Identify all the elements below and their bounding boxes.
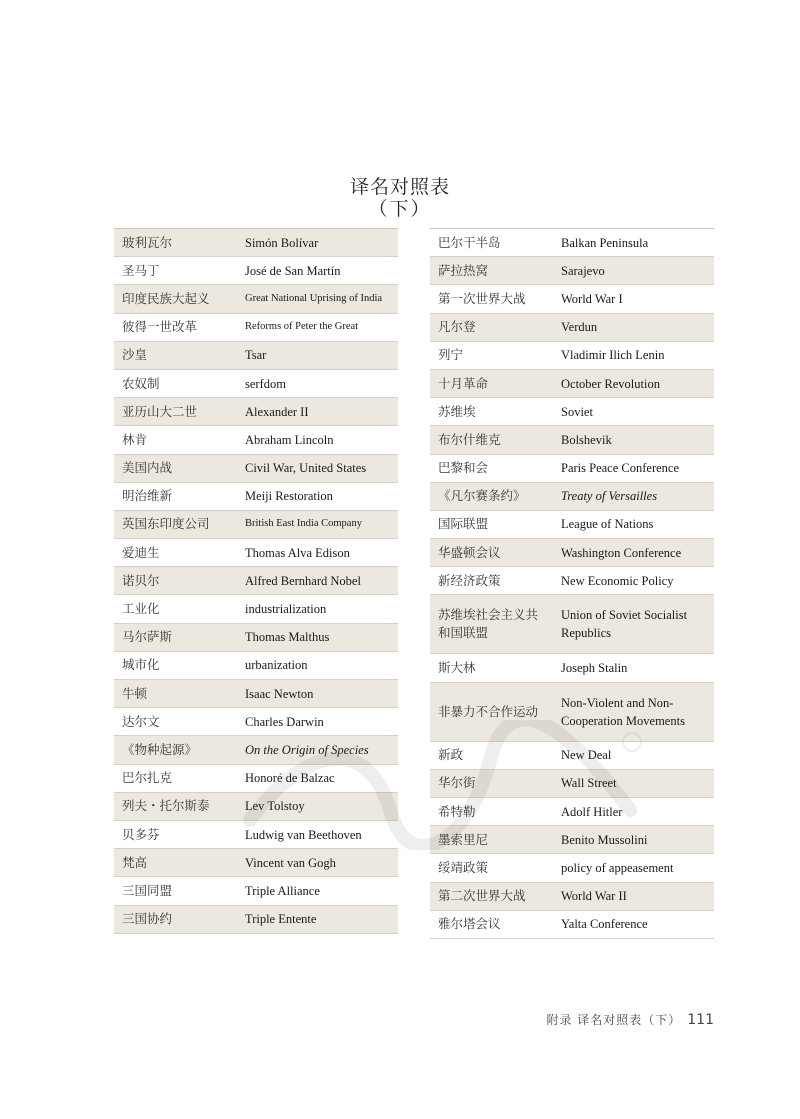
chinese-term: 英国东印度公司 <box>122 516 210 532</box>
chinese-term: 诺贝尔 <box>122 572 160 588</box>
table-row <box>430 511 714 539</box>
english-term: Vincent van Gogh <box>245 855 336 870</box>
table-row <box>114 314 398 342</box>
english-term: Thomas Alva Edison <box>245 545 350 560</box>
chinese-term: 达尔文 <box>122 713 160 729</box>
chinese-term: 列夫・托尔斯泰 <box>122 798 210 814</box>
table-row <box>430 398 714 426</box>
english-term: Alfred Bernhard Nobel <box>245 573 361 588</box>
chinese-term: 斯大林 <box>438 660 476 676</box>
table-row <box>430 370 714 398</box>
english-term: League of Nations <box>561 517 654 532</box>
chinese-term: 爱迪生 <box>122 544 160 560</box>
english-term: José de San Martín <box>245 263 341 278</box>
table-row <box>114 398 398 426</box>
chinese-term: 巴尔扎克 <box>122 770 173 786</box>
chinese-term: 雅尔塔会议 <box>438 916 501 932</box>
english-term: New Deal <box>561 748 612 763</box>
table-row <box>430 883 714 911</box>
chinese-term: 玻利瓦尔 <box>122 234 173 250</box>
english-term: Triple Entente <box>245 912 317 927</box>
table-row <box>430 483 714 511</box>
english-term: Soviet <box>561 404 593 419</box>
chinese-term: 十月革命 <box>438 375 489 391</box>
english-term: Balkan Peninsula <box>561 235 649 250</box>
page-title: 译名对照表 <box>349 176 450 198</box>
english-term: Alexander II <box>245 404 309 419</box>
footer-label: 附录 译名对照表（下） <box>546 1013 682 1027</box>
chinese-term: 绥靖政策 <box>438 859 489 875</box>
chinese-term: 萨拉热窝 <box>438 262 489 278</box>
english-term: Simón Bolívar <box>245 235 319 250</box>
english-term: Reforms of Peter the Great <box>245 321 359 333</box>
english-term: British East India Company <box>245 518 362 530</box>
english-term: World War I <box>561 291 623 306</box>
chinese-term: 凡尔登 <box>438 319 476 335</box>
english-term: Tsar <box>245 348 267 363</box>
english-term: Charles Darwin <box>245 714 324 729</box>
english-term: industrialization <box>245 602 327 617</box>
table-row <box>114 483 398 511</box>
table-row <box>114 426 398 454</box>
chinese-term: 列宁 <box>438 347 464 363</box>
chinese-term: 牛顿 <box>122 685 148 701</box>
chinese-term: 《凡尔赛条约》 <box>438 488 526 504</box>
english-term: Isaac Newton <box>245 686 314 701</box>
chinese-term: 墨索里尼 <box>438 831 489 847</box>
english-term: Treaty of Versailles <box>561 489 658 504</box>
english-term: Abraham Lincoln <box>245 432 334 447</box>
table-row <box>114 285 398 313</box>
chinese-term: 苏维埃 <box>438 403 476 419</box>
english-term: Lev Tolstoy <box>245 799 305 814</box>
table-row <box>114 680 398 708</box>
english-term: Non-Violent and Non-Cooperation Movements <box>561 695 685 728</box>
english-term: Paris Peace Conference <box>561 461 679 476</box>
table-row <box>114 455 398 483</box>
table-row <box>114 877 398 905</box>
chinese-term: 工业化 <box>122 601 160 617</box>
page-number: 111 <box>687 1012 714 1028</box>
english-term: urbanization <box>245 658 308 673</box>
page-subtitle: （下） <box>368 198 432 220</box>
table-row <box>430 539 714 567</box>
chinese-term: 三国同盟 <box>122 882 173 898</box>
chinese-term: 华盛顿会议 <box>438 544 501 560</box>
english-term: October Revolution <box>561 376 660 391</box>
english-term: Union of Soviet Socialist Republics <box>561 608 688 641</box>
table-row <box>430 911 714 939</box>
english-term: Verdun <box>561 320 598 335</box>
chinese-term: 国际联盟 <box>438 516 489 532</box>
english-term: Meiji Restoration <box>245 489 333 504</box>
english-term: Ludwig van Beethoven <box>245 827 362 842</box>
chinese-term: 希特勒 <box>438 803 476 819</box>
table-row <box>430 854 714 882</box>
chinese-term: 巴尔干半岛 <box>438 234 501 250</box>
table-row <box>114 511 398 539</box>
chinese-term: 新经济政策 <box>438 572 501 588</box>
english-term: Adolf Hitler <box>561 804 623 819</box>
chinese-term: 明治维新 <box>122 488 173 504</box>
english-term: Great National Uprising of India <box>245 292 383 304</box>
chinese-term: 沙皇 <box>122 347 148 363</box>
table-row <box>114 652 398 680</box>
chinese-term: 城市化 <box>122 657 160 673</box>
english-term: On the Origin of Species <box>245 742 369 757</box>
english-term: Joseph Stalin <box>561 661 628 676</box>
english-term: Bolshevik <box>561 432 612 447</box>
chinese-term: 布尔什维克 <box>438 431 501 447</box>
chinese-term: 印度民族大起义 <box>122 290 210 306</box>
chinese-term: 非暴力不合作运动 <box>438 703 539 719</box>
chinese-term: 梵高 <box>122 854 148 870</box>
table-row <box>114 370 398 398</box>
english-term: Wall Street <box>561 776 617 791</box>
english-term: policy of appeasement <box>561 860 674 875</box>
chinese-term: 贝多芬 <box>122 826 160 842</box>
chinese-term: 美国内战 <box>122 460 173 476</box>
table-row <box>430 285 714 313</box>
table-row <box>114 906 398 934</box>
chinese-term: 林肯 <box>122 431 148 447</box>
table-row <box>430 314 714 342</box>
chinese-term: 第二次世界大战 <box>438 888 526 904</box>
chinese-term: 苏维埃社会主义共和国联盟 <box>438 607 539 641</box>
publisher-watermark <box>230 720 650 850</box>
english-term: Triple Alliance <box>245 883 320 898</box>
chinese-term: 华尔街 <box>438 775 476 791</box>
english-term: Vladimir Ilich Lenin <box>561 348 665 363</box>
table-row <box>430 654 714 682</box>
table-row <box>114 257 398 285</box>
english-term: Thomas Malthus <box>245 630 330 645</box>
chinese-term: 农奴制 <box>122 375 160 391</box>
english-term: Yalta Conference <box>561 917 648 932</box>
table-row <box>114 342 398 370</box>
chinese-term: 巴黎和会 <box>438 460 489 476</box>
chinese-term: 《物种起源》 <box>122 741 198 757</box>
table-row <box>114 229 398 257</box>
english-term: Honoré de Balzac <box>245 771 335 786</box>
chinese-term: 第一次世界大战 <box>438 290 526 306</box>
english-term: Sarajevo <box>561 263 605 278</box>
english-term: Benito Mussolini <box>561 832 648 847</box>
table-row <box>114 539 398 567</box>
table-row <box>114 624 398 652</box>
english-term: Civil War, United States <box>245 461 367 476</box>
table-row <box>114 567 398 595</box>
english-term: World War II <box>561 889 627 904</box>
chinese-term: 三国协约 <box>122 911 173 927</box>
table-row <box>430 257 714 285</box>
chinese-term: 亚历山大二世 <box>122 403 198 419</box>
chinese-term: 马尔萨斯 <box>122 629 173 645</box>
chinese-term: 彼得一世改革 <box>122 319 198 335</box>
table-row <box>430 595 714 654</box>
table-row <box>430 455 714 483</box>
table-row <box>430 426 714 454</box>
english-term: serfdom <box>245 376 286 391</box>
table-row <box>430 229 714 257</box>
table-row <box>114 849 398 877</box>
page-footer <box>546 1011 714 1028</box>
chinese-term: 新政 <box>438 747 464 763</box>
table-row <box>430 567 714 595</box>
table-row <box>430 342 714 370</box>
table-row <box>114 595 398 623</box>
english-term: New Economic Policy <box>561 573 674 588</box>
chinese-term: 圣马丁 <box>122 262 160 278</box>
english-term: Washington Conference <box>561 545 682 560</box>
